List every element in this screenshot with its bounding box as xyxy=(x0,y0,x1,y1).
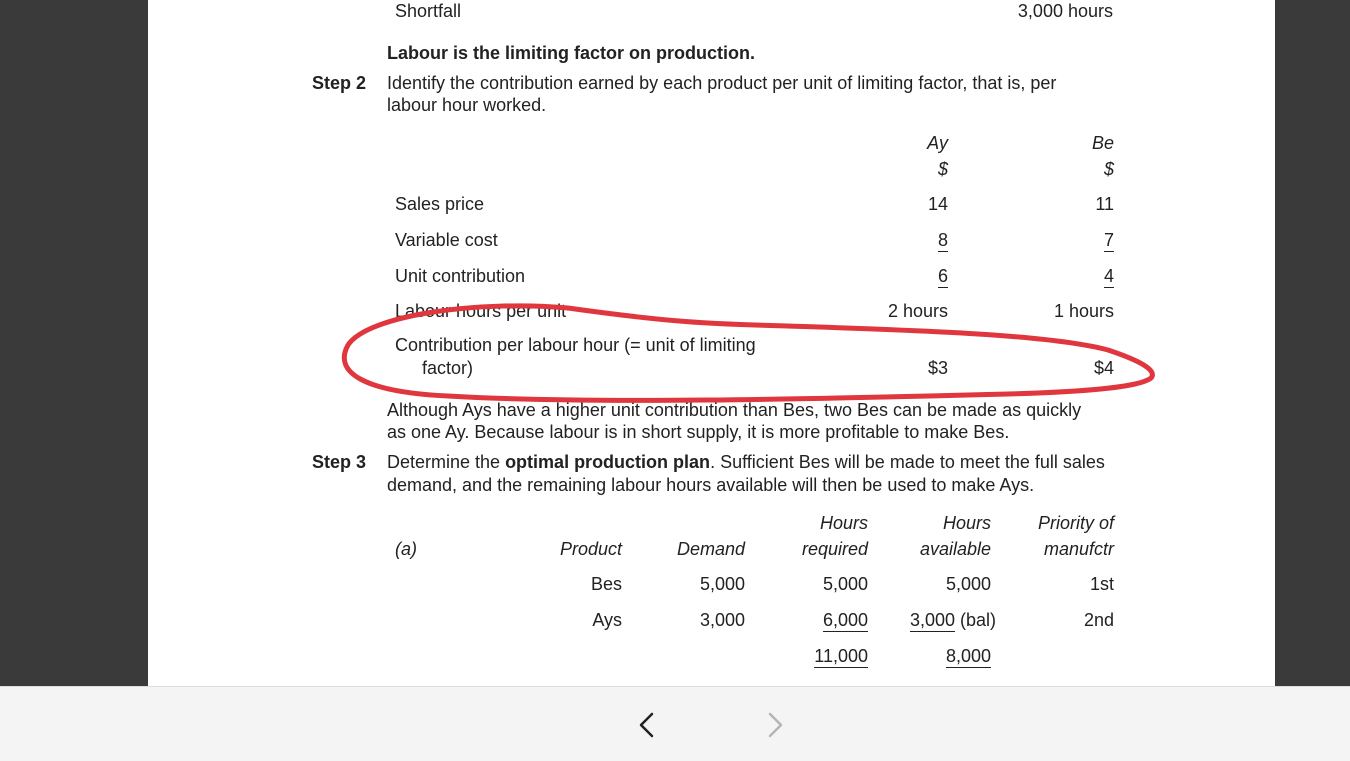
header-hours-required-1: Hours xyxy=(819,513,868,533)
step3-text-line1 xyxy=(387,451,1105,473)
step3-text-line2: demand, and the remaining labour hours available will then be used to make Ays. xyxy=(387,475,1035,495)
available-ays: 3,000 xyxy=(909,610,955,630)
col-header-ay: Ay xyxy=(927,133,948,153)
variable-cost-ay: 8 xyxy=(937,230,948,250)
although-line1: Although Ays have a higher unit contribution than Bes, two Bes can be made as quickly xyxy=(387,400,1082,420)
col-header-be: Be xyxy=(1091,133,1114,153)
row-label-contribution-per-hour-2: factor) xyxy=(422,358,474,378)
unit-contribution-ay: 6 xyxy=(937,266,948,286)
header-product: Product xyxy=(559,539,622,559)
shortfall-label: Shortfall xyxy=(395,1,462,21)
row-label-variable-cost: Variable cost xyxy=(395,230,498,250)
step3-label: Step 3 xyxy=(312,452,367,472)
table-row-product-ays: Ays xyxy=(592,610,622,630)
total-required: 11,000 xyxy=(814,646,868,666)
labour-hours-be: 1 hours xyxy=(1053,301,1114,321)
chevron-left-icon xyxy=(629,707,665,743)
demand-bes: 5,000 xyxy=(699,574,745,594)
sales-price-be: 11 xyxy=(1095,194,1114,214)
chevron-right-icon xyxy=(758,707,794,743)
demand-ays: 3,000 xyxy=(699,610,745,630)
previous-page-button[interactable] xyxy=(629,707,665,743)
shortfall-value: 3,000 hours xyxy=(1017,1,1113,21)
required-bes: 5,000 xyxy=(822,574,868,594)
step2-label: Step 2 xyxy=(312,73,367,93)
step2-text-line2: labour hour worked. xyxy=(387,95,547,115)
col-currency-be: $ xyxy=(1103,159,1114,179)
variable-cost-be: 7 xyxy=(1103,230,1114,250)
step2-text-line1: Identify the contribution earned by each product per unit of limiting factor, that is, per xyxy=(387,73,1057,93)
header-demand: Demand xyxy=(676,539,745,559)
available-bes: 5,000 xyxy=(945,574,991,594)
step3-text-bold: optimal production plan xyxy=(505,452,711,472)
col-currency-ay: $ xyxy=(937,159,948,179)
document-page xyxy=(148,0,1275,686)
step3-text-pre: Determine the xyxy=(387,452,506,472)
row-label-unit-contribution: Unit contribution xyxy=(395,266,526,286)
although-line2: as one Ay. Because labour is in short supply, it is more profitable to make Bes. xyxy=(387,422,1010,442)
available-ays-note: (bal) xyxy=(954,610,996,630)
row-label-sales-price: Sales price xyxy=(395,194,485,214)
step3-text-post: . Sufficient Bes will be made to meet the full sales xyxy=(710,452,1105,472)
labour-hours-ay: 2 hours xyxy=(887,301,948,321)
contribution-per-hour-be: $4 xyxy=(1093,358,1114,378)
header-hours-available-1: Hours xyxy=(942,513,991,533)
header-hours-available-2: available xyxy=(919,539,991,559)
limiting-factor-note: Labour is the limiting factor on production. xyxy=(387,43,755,63)
part-label: (a) xyxy=(395,539,417,559)
table-row-product-bes: Bes xyxy=(590,574,622,594)
contribution-per-hour-ay: $3 xyxy=(927,358,948,378)
row-label-contribution-per-hour-1: Contribution per labour hour (= unit of limiting xyxy=(395,335,756,355)
unit-contribution-be: 4 xyxy=(1103,266,1114,286)
bottom-navigation-bar xyxy=(0,686,1350,761)
header-priority-2: manufctr xyxy=(1043,539,1114,559)
sales-price-ay: 14 xyxy=(927,194,948,214)
priority-ays: 2nd xyxy=(1083,610,1114,630)
header-hours-required-2: required xyxy=(801,539,868,559)
next-page-button[interactable] xyxy=(758,707,794,743)
row-label-labour-hours: Labour hours per unit xyxy=(395,301,567,321)
required-ays: 6,000 xyxy=(822,610,868,630)
priority-bes: 1st xyxy=(1089,574,1114,594)
total-available: 8,000 xyxy=(945,646,991,666)
header-priority-1: Priority of xyxy=(1037,513,1114,533)
